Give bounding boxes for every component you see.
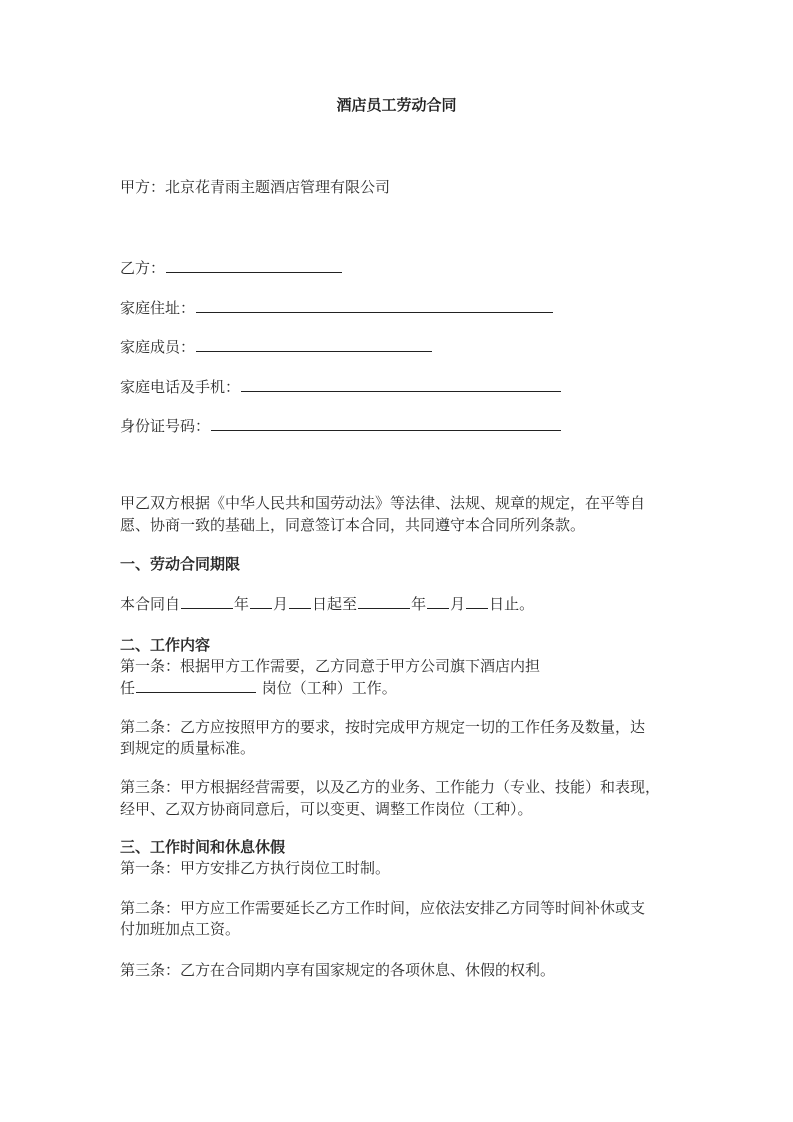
section-3-article-3: 第三条：乙方在合同期内享有国家规定的各项休息、休假的权利。 bbox=[120, 961, 556, 979]
home-address-field bbox=[120, 297, 554, 319]
party-b-label: 乙方： bbox=[120, 259, 166, 277]
start-day-blank[interactable] bbox=[289, 594, 311, 609]
id-blank[interactable] bbox=[211, 416, 561, 431]
contract-title: 酒店员工劳动合同 bbox=[336, 96, 457, 114]
id-label: 身份证号码： bbox=[120, 417, 211, 435]
section-3-heading: 三、工作时间和休息休假 bbox=[120, 838, 286, 856]
section-3-article-1: 第一条：甲方安排乙方执行岗位工时制。 bbox=[120, 859, 391, 877]
end-year-blank[interactable] bbox=[358, 594, 410, 609]
section-2-article-2-line-1: 第二条：乙方应按照甲方的要求，按时完成甲方规定一切的工作任务及数量，达 bbox=[120, 718, 646, 736]
party-b-blank[interactable] bbox=[166, 258, 342, 273]
section-2-article-3-line-2: 经甲、乙双方协商同意后，可以变更、调整工作岗位（工种）。 bbox=[120, 800, 533, 818]
id-number-field bbox=[120, 415, 562, 437]
phone-field bbox=[120, 376, 562, 398]
end-month-blank[interactable] bbox=[427, 594, 449, 609]
section-1-heading: 一、劳动合同期限 bbox=[120, 555, 241, 573]
preamble-line-1: 甲乙双方根据《中华人民共和国劳动法》等法律、法规、规章的规定，在平等自 bbox=[120, 494, 646, 512]
section-2-article-3-line-1: 第三条：甲方根据经营需要，以及乙方的业务、工作能力（专业、技能）和表现， bbox=[120, 778, 661, 796]
section-2-article-2-line-2: 到规定的质量标准。 bbox=[120, 739, 256, 757]
family-members-blank[interactable] bbox=[196, 337, 432, 352]
phone-label: 家庭电话及手机： bbox=[120, 378, 241, 396]
party-b-field bbox=[120, 257, 343, 279]
end-day-blank[interactable] bbox=[466, 594, 488, 609]
position-blank[interactable] bbox=[136, 678, 256, 693]
position-suffix: 岗位（工种）工作。 bbox=[261, 679, 397, 697]
party-a-line: 甲方：北京花青雨主题酒店管理有限公司 bbox=[120, 178, 391, 196]
section-3-article-2-line-2: 付加班加点工资。 bbox=[120, 920, 241, 938]
term-text-year-2: 年 bbox=[411, 595, 427, 613]
section-2-article-1-line-1: 第一条：根据甲方工作需要，乙方同意于甲方公司旗下酒店内担 bbox=[120, 657, 541, 675]
start-year-blank[interactable] bbox=[181, 594, 233, 609]
position-prefix: 任 bbox=[120, 679, 136, 697]
family-members-field bbox=[120, 336, 433, 358]
family-members-label: 家庭成员： bbox=[120, 338, 196, 356]
term-text-month: 月 bbox=[273, 595, 289, 613]
section-2-heading: 二、工作内容 bbox=[120, 636, 211, 654]
section-3-article-2-line-1: 第二条：甲方应工作需要延长乙方工作时间，应依法安排乙方同等时间补休或支 bbox=[120, 899, 646, 917]
home-address-blank[interactable] bbox=[196, 298, 553, 313]
term-text-day-to: 日起至 bbox=[312, 595, 358, 613]
term-text-month-2: 月 bbox=[450, 595, 466, 613]
term-text-year: 年 bbox=[234, 595, 250, 613]
home-address-label: 家庭住址： bbox=[120, 299, 196, 317]
term-text-from: 本合同自 bbox=[120, 595, 181, 613]
section-2-article-1-line-2 bbox=[120, 677, 397, 699]
preamble-line-2: 愿、协商一致的基础上，同意签订本合同，共同遵守本合同所列条款。 bbox=[120, 516, 586, 534]
start-month-blank[interactable] bbox=[250, 594, 272, 609]
term-text-end: 日止。 bbox=[489, 595, 535, 613]
contract-term-line bbox=[120, 593, 534, 615]
phone-blank[interactable] bbox=[241, 377, 561, 392]
